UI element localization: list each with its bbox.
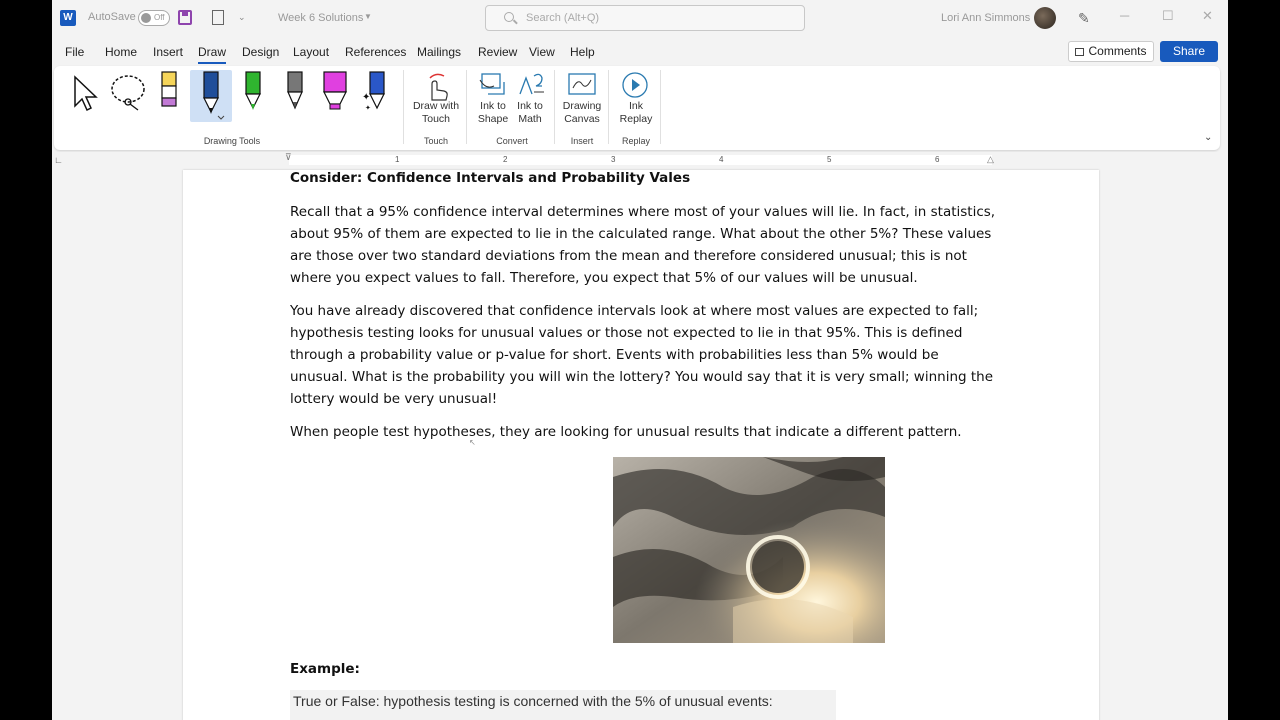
select-arrow-icon[interactable] <box>70 74 100 112</box>
ink-to-math-line2: Math <box>518 113 542 125</box>
tab-insert[interactable]: Insert <box>153 45 184 59</box>
comments-label: Comments <box>1088 44 1147 58</box>
lasso-select-icon[interactable] <box>108 72 148 112</box>
blue-pen-icon[interactable] <box>196 70 226 122</box>
word-app-icon: W <box>60 10 76 26</box>
ruler-number: 2 <box>503 155 508 164</box>
autosave-state: Off <box>154 13 165 22</box>
ruler-number: 3 <box>611 155 616 164</box>
group-label-convert: Convert <box>496 136 528 146</box>
right-indent-marker[interactable]: △ <box>987 154 994 164</box>
save-icon[interactable] <box>178 10 192 25</box>
draw-with-touch-icon[interactable] <box>422 70 452 102</box>
share-button[interactable]: Share <box>1160 41 1218 62</box>
left-indent-marker[interactable]: ⊽ <box>285 152 292 162</box>
ink-replay-line2: Replay <box>619 113 653 125</box>
mouse-cursor-icon: ↖ <box>469 438 476 447</box>
group-label-drawing-tools: Drawing Tools <box>203 136 261 146</box>
draw-with-touch-line2: Touch <box>421 113 451 125</box>
ribbon-separator <box>466 70 467 144</box>
draw-with-touch-label[interactable] <box>408 100 464 126</box>
drawing-canvas-label[interactable] <box>560 100 604 126</box>
ruler-number: 4 <box>719 155 724 164</box>
draw-ribbon <box>54 66 1220 150</box>
text-line: where you expect values to fall. Therefore, you expect that 5% of our values will be unusual. <box>290 270 918 286</box>
comment-icon <box>1075 48 1084 56</box>
eclipse-image <box>613 457 885 643</box>
paragraph-3: When people test hypotheses, they are looking for unusual results that indicate a different pattern. <box>290 424 962 440</box>
drawing-canvas-icon[interactable] <box>566 70 598 100</box>
ink-to-shape-label[interactable] <box>472 100 514 126</box>
new-file-icon[interactable] <box>212 10 224 25</box>
ink-to-math-icon[interactable] <box>516 70 546 100</box>
tab-file[interactable]: File <box>65 45 85 59</box>
ink-to-shape-line1: Ink to <box>480 100 506 112</box>
ink-to-math-line1: Ink to <box>517 100 543 112</box>
pen-icon[interactable]: ✎ <box>1078 10 1090 26</box>
ink-replay-icon[interactable] <box>620 70 650 100</box>
toggle-knob <box>141 13 151 23</box>
group-label-touch: Touch <box>423 136 449 146</box>
tab-selector-icon[interactable]: ∟ <box>54 155 63 165</box>
text-line: You have already discovered that confidence intervals look at where most values are expected to fall; <box>290 303 979 319</box>
tab-view[interactable]: View <box>529 45 555 59</box>
horizontal-ruler[interactable] <box>52 152 1228 168</box>
chevron-down-icon[interactable]: ▼ <box>364 12 372 21</box>
restore-button[interactable]: ☐ <box>1162 8 1174 23</box>
sparkle-pen-icon[interactable] <box>360 70 390 112</box>
group-label-replay: Replay <box>621 136 650 146</box>
text-line: lottery would be very unusual! <box>290 391 498 407</box>
ink-to-shape-icon[interactable] <box>478 70 508 100</box>
gray-pencil-icon[interactable] <box>282 70 308 112</box>
text-line: are those over two standard deviations from the mean and therefore considered unusual; this is not <box>290 248 967 264</box>
search-box[interactable] <box>485 5 805 31</box>
svg-text:✦: ✦ <box>362 92 371 103</box>
tab-home[interactable]: Home <box>105 45 138 59</box>
tab-references[interactable]: References <box>345 45 407 59</box>
ruler-number: 6 <box>935 155 940 164</box>
paragraph-1 <box>290 201 995 289</box>
ink-to-math-label[interactable] <box>510 100 550 126</box>
text-line: about 95% of them are expected to lie in the calculated range. What about the other 5%? These values <box>290 226 992 242</box>
svg-text:✦: ✦ <box>365 105 371 112</box>
tab-design[interactable]: Design <box>242 45 280 59</box>
text-line: hypothesis testing looks for unusual values or those not expected to lie in that 95%. This is defined <box>290 325 963 341</box>
ribbon-separator <box>403 70 404 144</box>
draw-with-touch-line1: Draw with <box>412 100 460 112</box>
tab-draw[interactable]: Draw <box>198 45 227 59</box>
example-heading: Example: <box>290 661 360 677</box>
text-line: unusual. What is the probability you will win the lottery? You would say that it is very small; winning the <box>290 369 994 385</box>
ruler-number: 5 <box>827 155 832 164</box>
tab-review[interactable]: Review <box>478 45 518 59</box>
ink-replay-line1: Ink <box>628 100 643 112</box>
paragraph-2 <box>290 300 993 410</box>
tab-help[interactable]: Help <box>570 45 595 59</box>
tab-layout[interactable]: Layout <box>293 45 330 59</box>
search-placeholder: Search (Alt+Q) <box>526 12 600 24</box>
autosave-toggle[interactable] <box>138 10 170 26</box>
yellow-highlighter-pen-icon[interactable] <box>156 70 182 114</box>
word-window <box>52 0 1228 720</box>
pink-highlighter-icon[interactable] <box>320 70 350 112</box>
ribbon-separator <box>554 70 555 144</box>
drawing-canvas-line2: Canvas <box>564 113 600 125</box>
customize-quick-access-icon[interactable]: ⌄ <box>238 12 246 22</box>
left-black-border <box>0 0 52 720</box>
right-black-border <box>1228 0 1280 720</box>
comments-button[interactable] <box>1068 41 1154 62</box>
search-icon <box>504 12 514 22</box>
avatar[interactable] <box>1034 7 1056 29</box>
tab-mailings[interactable]: Mailings <box>417 45 462 59</box>
ruler-number: 1 <box>395 155 400 164</box>
text-line: Recall that a 95% confidence interval determines where most of your values will lie. In fact, in statistics, <box>290 204 996 220</box>
drawing-canvas-line1: Drawing <box>562 100 602 112</box>
minimize-button[interactable]: ─ <box>1120 8 1130 23</box>
close-button[interactable]: ✕ <box>1202 8 1213 23</box>
ink-replay-label[interactable] <box>616 100 656 126</box>
ink-to-shape-line2: Shape <box>477 113 509 125</box>
autosave-label: AutoSave <box>88 11 136 23</box>
active-tab-indicator <box>198 62 226 64</box>
text-line: through a probability value or p-value for short. Events with probabilities less than 5% would be <box>290 347 939 363</box>
ribbon-separator <box>660 70 661 144</box>
quiz-question-box[interactable]: True or False: hypothesis testing is concerned with the 5% of unusual events: <box>290 690 836 720</box>
section-heading: Consider: Confidence Intervals and Probability Vales <box>290 170 691 186</box>
user-name[interactable]: Lori Ann Simmons <box>941 12 1031 24</box>
document-title[interactable]: Week 6 Solutions <box>278 12 364 24</box>
group-label-insert: Insert <box>570 136 594 146</box>
title-bar <box>52 0 1228 36</box>
ribbon-tabs <box>52 38 1228 66</box>
document-page[interactable] <box>183 170 1099 720</box>
green-pen-icon[interactable] <box>240 70 266 112</box>
eclipse-photo[interactable] <box>613 457 885 643</box>
collapse-ribbon-icon[interactable]: ⌄ <box>1204 132 1213 143</box>
ribbon-separator <box>608 70 609 144</box>
